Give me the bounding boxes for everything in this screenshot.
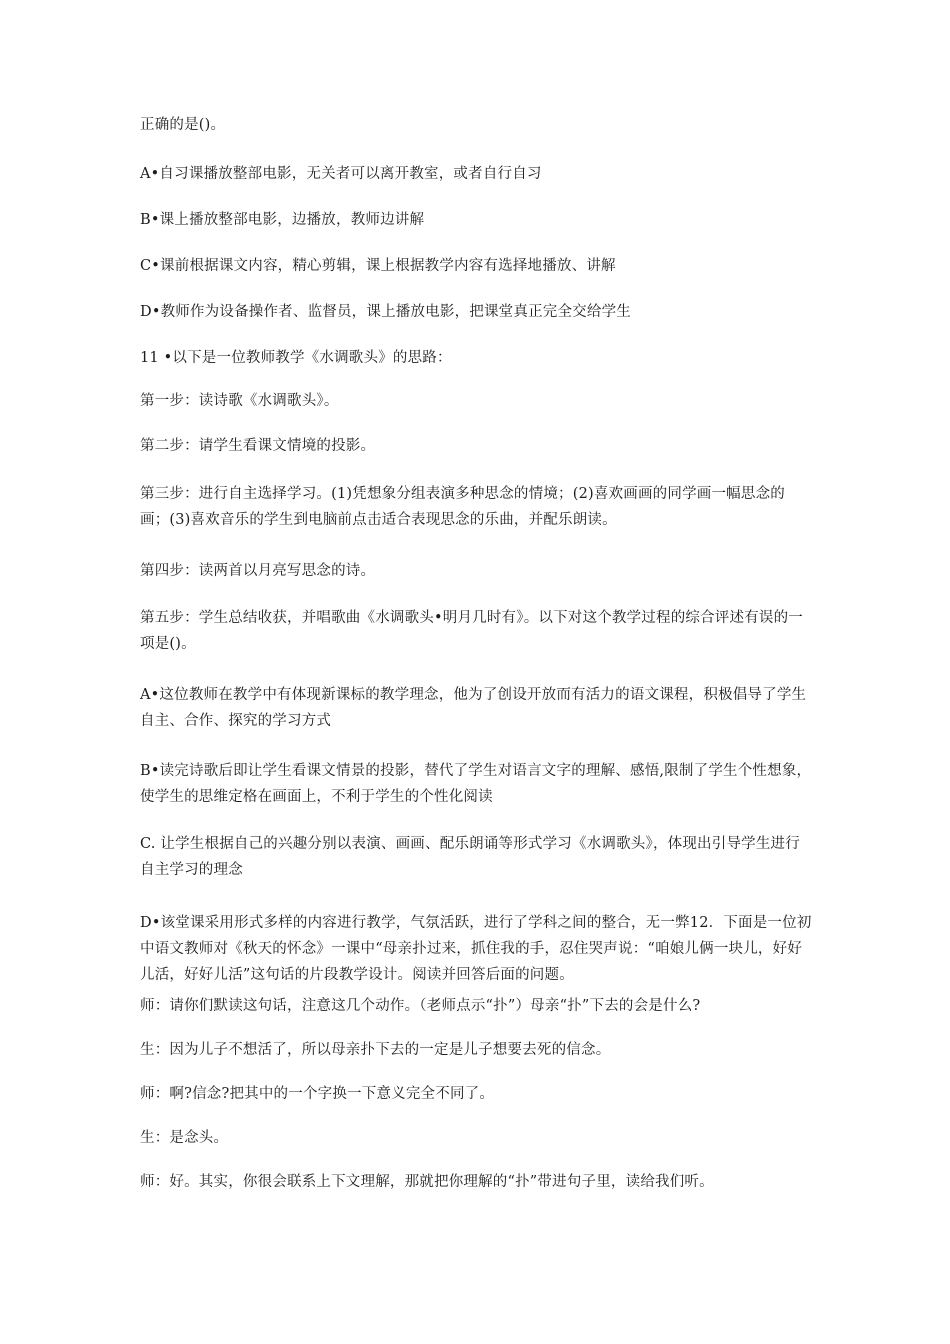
q10-option-c: C•课前根据课文内容，精心剪辑，课上根据教学内容有选择地播放、讲解 — [140, 258, 616, 274]
q11-step-2: 第二步：请学生看课文情境的投影。 — [140, 438, 376, 454]
q12-dialogue-4: 生：是念头。 — [140, 1130, 229, 1146]
q12-dialogue-5: 师：好。其实，你很会联系上下文理解，那就把你理解的“扑”带进句子里，读给我们听。 — [140, 1174, 714, 1190]
q12-dialogue-3: 师：啊?信念?把其中的一个字换一下意义完全不同了。 — [140, 1086, 495, 1102]
q11-step-3: 第三步：进行自主选择学习。(1)凭想象分组表演多种思念的情境；(2)喜欢画画的同学画一幅思念的画；(3)喜欢音乐的学生到电脑前点击适合表现思念的乐曲，并配乐朗读。 — [140, 486, 785, 528]
q10-option-a: A•自习课播放整部电影，无关者可以离开教室，或者自行自习 — [140, 166, 542, 182]
q11-stem: 11 •以下是一位教师教学《水调歌头》的思路： — [140, 350, 452, 366]
q10-option-d: D•教师作为设备操作者、监督员，课上播放电影，把课堂真正完全交给学生 — [140, 304, 631, 320]
q11-step-1: 第一步：读诗歌《水调歌头》。 — [140, 393, 339, 409]
q12-dialogue-2: 生：因为儿子不想活了，所以母亲扑下去的一定是儿子想要去死的信念。 — [140, 1042, 611, 1058]
q11-option-c: C. 让学生根据自己的兴趣分别以表演、画画、配乐朗诵等形式学习《水调歌头》，体现出引导学生进行自主学习的理念 — [140, 836, 800, 878]
q11-option-b: B•读完诗歌后即让学生看课文情景的投影，替代了学生对语言文字的理解、感悟,限制了学生个性想象，使学生的思维定格在画面上，不利于学生的个性化阅读 — [140, 763, 812, 805]
q11-step-5: 第五步：学生总结收获，并唱歌曲《水调歌头•明月几时有》。以下对这个教学过程的综合评述有误的一项是()。 — [140, 610, 803, 652]
q11-step-4: 第四步：读两首以月亮写思念的诗。 — [140, 563, 376, 579]
q11-option-d-and-q12-stem: D•该堂课采用形式多样的内容进行教学，气氛活跃，进行了学科之间的整合，无一弊12．下面是一位初中语文教师对《秋天的怀念》一课中“母亲扑过来，抓住我的手，忍住哭声说：“咱娘儿俩一块儿，好好儿活，好好儿活”这句话的片段教学设计。阅读并回答后面的问题。 — [140, 915, 812, 983]
q10-stem-tail: 正确的是()。 — [140, 117, 226, 133]
q12-dialogue-1: 师：请你们默读这句话，注意这几个动作。（老师点示“扑”）母亲“扑”下去的会是什么? — [140, 998, 701, 1014]
q10-option-b: B•课上播放整部电影，边播放，教师边讲解 — [140, 212, 425, 228]
q11-option-a: A•这位教师在教学中有体现新课标的教学理念，他为了创设开放而有活力的语文课程，积极倡导了学生自主、合作、探究的学习方式 — [140, 687, 807, 729]
